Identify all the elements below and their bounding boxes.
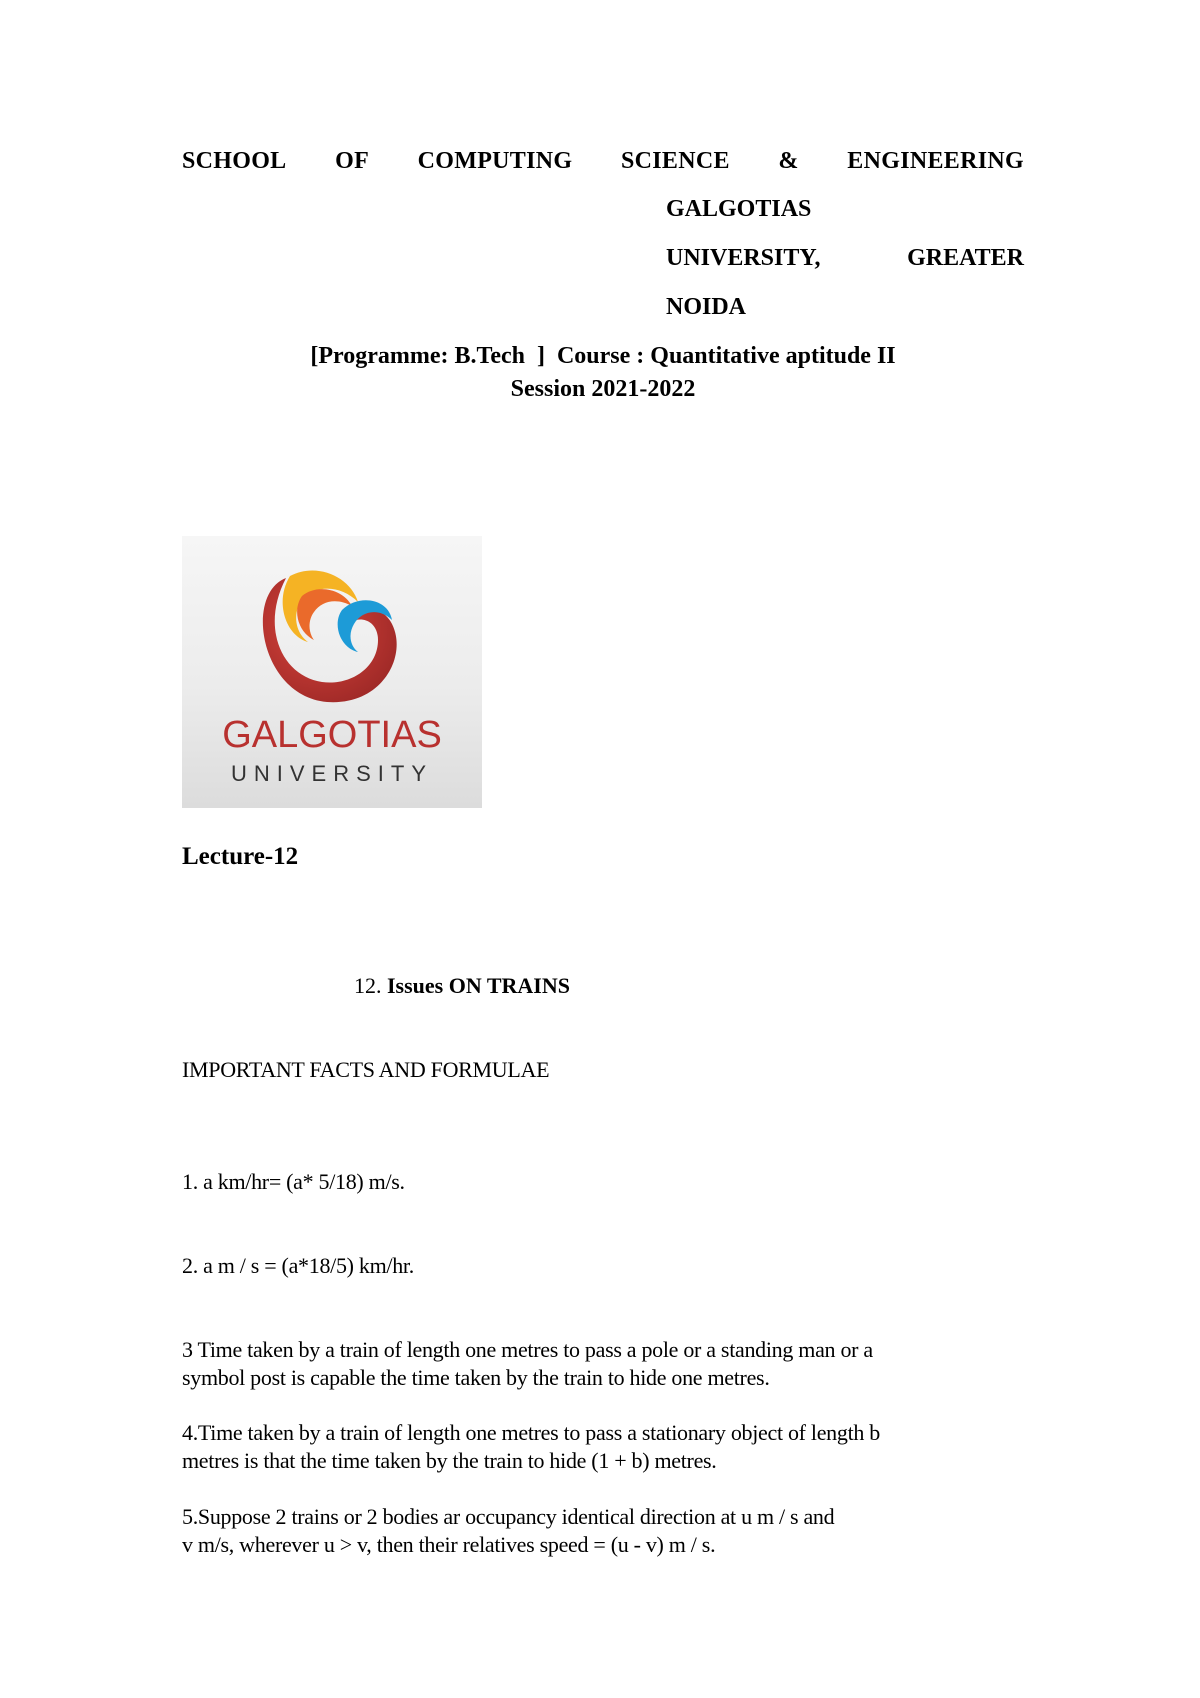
formula-line: 5.Suppose 2 trains or 2 bodies ar occupancy identical direction at u m / s and bbox=[182, 1504, 835, 1529]
university-location-word: UNIVERSITY, bbox=[666, 245, 821, 271]
facts-heading: IMPORTANT FACTS AND FORMULAE bbox=[182, 1057, 550, 1082]
school-heading-word: SCHOOL bbox=[182, 148, 287, 174]
formula-line: v m/s, wherever u > v, then their relatives speed = (u - v) m / s. bbox=[182, 1532, 716, 1557]
logo-name: GALGOTIAS bbox=[222, 714, 442, 756]
school-heading-word: OF bbox=[335, 148, 370, 174]
topic-number: 12. bbox=[354, 973, 382, 998]
formula-item bbox=[182, 1503, 1032, 1559]
galgotias-logo-icon bbox=[182, 536, 482, 808]
university-city: NOIDA bbox=[666, 294, 747, 320]
topic-heading bbox=[354, 973, 570, 999]
formula-item bbox=[182, 1419, 1032, 1475]
school-heading-word: ENGINEERING bbox=[847, 148, 1024, 174]
university-location-word: GREATER bbox=[907, 245, 1024, 271]
lecture-title: Lecture-12 bbox=[182, 843, 299, 870]
formula-item bbox=[182, 1168, 1032, 1196]
school-heading-word: & bbox=[778, 148, 799, 174]
formula-line: 3 Time taken by a train of length one metres to pass a pole or a standing man or a bbox=[182, 1337, 873, 1362]
formula-item bbox=[182, 1336, 1032, 1392]
university-name: GALGOTIAS bbox=[666, 196, 812, 222]
school-heading-word: SCIENCE bbox=[620, 148, 730, 174]
formula-line: 2. a m / s = (a*18/5) km/hr. bbox=[182, 1253, 414, 1278]
school-heading-word: COMPUTING bbox=[417, 148, 573, 174]
session-line: Session 2021-2022 bbox=[510, 376, 696, 402]
logo-subtitle: UNIVERSITY bbox=[230, 761, 434, 786]
formula-line: 4.Time taken by a train of length one metres to pass a stationary object of length b bbox=[182, 1420, 880, 1445]
university-logo bbox=[182, 536, 482, 808]
topic-title: Issues ON TRAINS bbox=[387, 973, 570, 998]
formula-line: metres is that the time taken by the train to hide (1 + b) metres. bbox=[182, 1448, 717, 1473]
formula-line: 1. a km/hr= (a* 5/18) m/s. bbox=[182, 1169, 405, 1194]
formula-line: symbol post is capable the time taken by the train to hide one metres. bbox=[182, 1365, 770, 1390]
university-location bbox=[666, 245, 1024, 272]
school-heading bbox=[182, 148, 1024, 175]
formula-item bbox=[182, 1252, 1032, 1280]
programme-course-line: [Programme: B.Tech ] Course : Quantitative aptitude II bbox=[310, 343, 896, 369]
